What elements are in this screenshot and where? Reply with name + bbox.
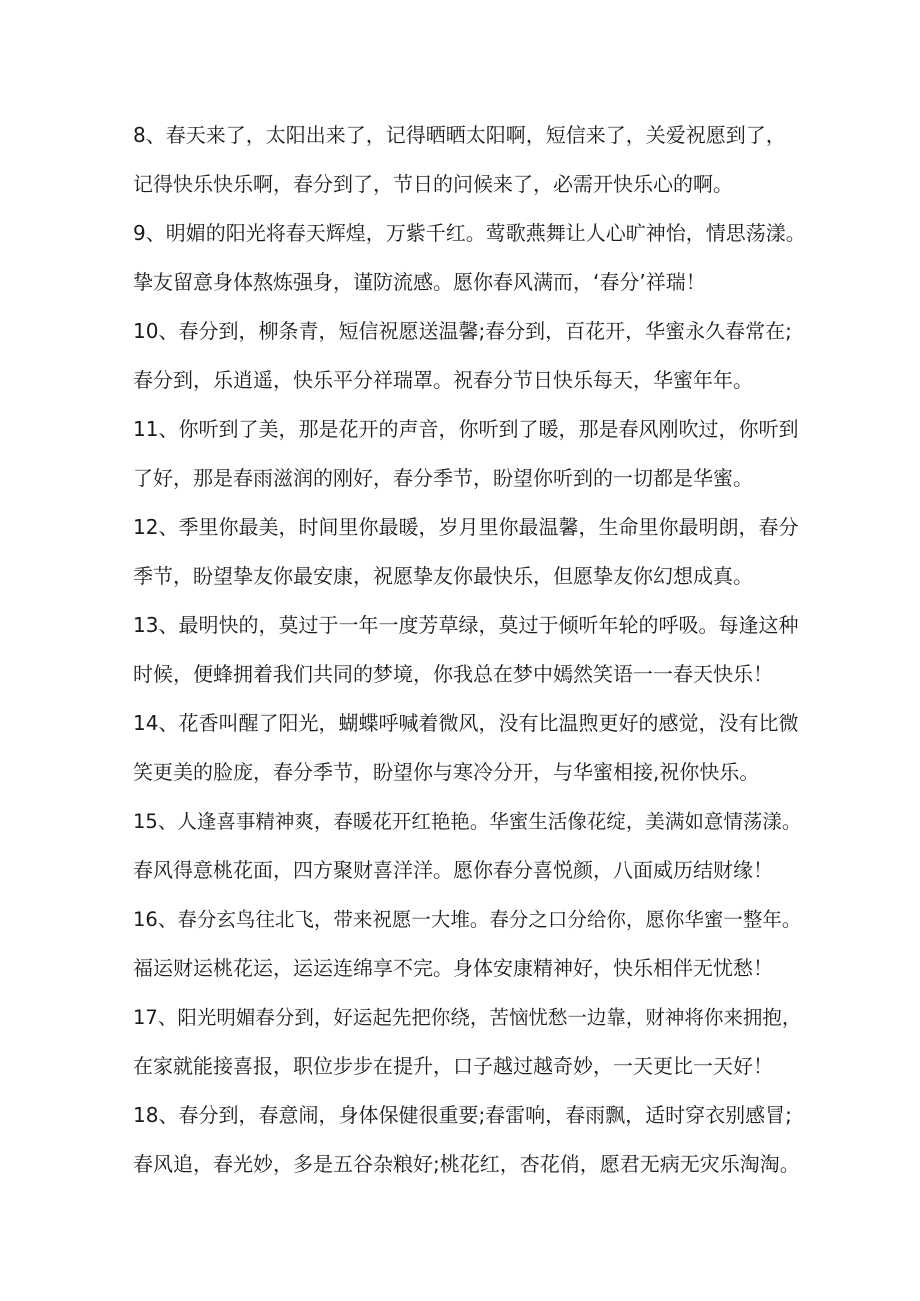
document-body	[133, 111, 808, 1189]
text-line: 春风追，春光妙，多是五谷杂粮好;桃花红，杏花俏，愿君无病无灾乐淘淘。	[133, 1152, 800, 1176]
text-line: 8、春天来了，太阳出来了，记得晒晒太阳啊，短信来了，关爱祝愿到了，	[133, 123, 786, 147]
text-line: 季节，盼望挚友你最安康，祝愿挚友你最快乐，但愿挚友你幻想成真。	[133, 564, 753, 588]
text-line: 春风得意桃花面，四方聚财喜洋洋。愿你春分喜悦颜，八面威历结财缘！	[133, 858, 773, 882]
text-line: 12、季里你最美，时间里你最暖，岁月里你最温馨，生命里你最明朗，春分	[133, 515, 799, 539]
text-line: 福运财运桃花运，运运连绵享不完。身体安康精神好，快乐相伴无忧愁！	[133, 956, 773, 980]
text-line: 挚友留意身体熬炼强身，谨防流感。愿你春风满而，‘春分’祥瑞！	[133, 270, 706, 294]
text-line: 17、阳光明媚春分到，好运起先把你绕，苦恼忧愁一边靠，财神将你来拥抱，	[133, 1006, 802, 1029]
text-line: 13、最明快的，莫过于一年一度芳草绿，莫过于倾听年轮的呼吸。每逢这种	[133, 613, 799, 637]
text-line: 10、春分到，柳条青，短信祝愿送温馨;春分到，百花开，华蜜永久春常在;	[133, 319, 792, 343]
text-line: 春分到，乐逍遥，快乐平分祥瑞罩。祝春分节日快乐每天，华蜜年年。	[133, 368, 753, 392]
text-line: 时候，便蜂拥着我们共同的梦境，你我总在梦中嫣然笑语一一春天快乐！	[133, 662, 773, 686]
text-line: 15、人逢喜事精神爽，春暖花开红艳艳。华蜜生活像花绽，美满如意情荡漾。	[133, 810, 802, 833]
text-line: 笑更美的脸庞，春分季节，盼望你与寒冷分开，与华蜜相接,祝你快乐。	[133, 760, 760, 784]
text-line: 11、你听到了美，那是花开的声音，你听到了暖，那是春风刚吹过，你听到	[133, 417, 799, 441]
text-line: 16、春分玄鸟往北飞，带来祝愿一大堆。春分之口分给你，愿你华蜜一整年。	[133, 908, 802, 931]
text-line: 了好，那是春雨滋润的刚好，春分季节，盼望你听到的一切都是华蜜。	[133, 466, 753, 490]
text-line: 记得快乐快乐啊，春分到了，节日的问候来了，必需开快乐心的啊。	[133, 172, 733, 196]
text-line: 9、明媚的阳光将春天辉煌，万紫千红。莺歌燕舞让人心旷神怡，情思荡漾。	[133, 221, 806, 245]
text-line: 在家就能接喜报，职位步步在提升，口子越过越奇妙，一天更比一天好！	[133, 1054, 773, 1078]
text-line: 14、花香叫醒了阳光，蝴蝶呼喊着微风，没有比温煦更好的感觉，没有比微	[133, 711, 799, 735]
text-line: 18、春分到，春意闹，身体保健很重要;春雷响，春雨飘，适时穿衣别感冒;	[133, 1103, 792, 1127]
